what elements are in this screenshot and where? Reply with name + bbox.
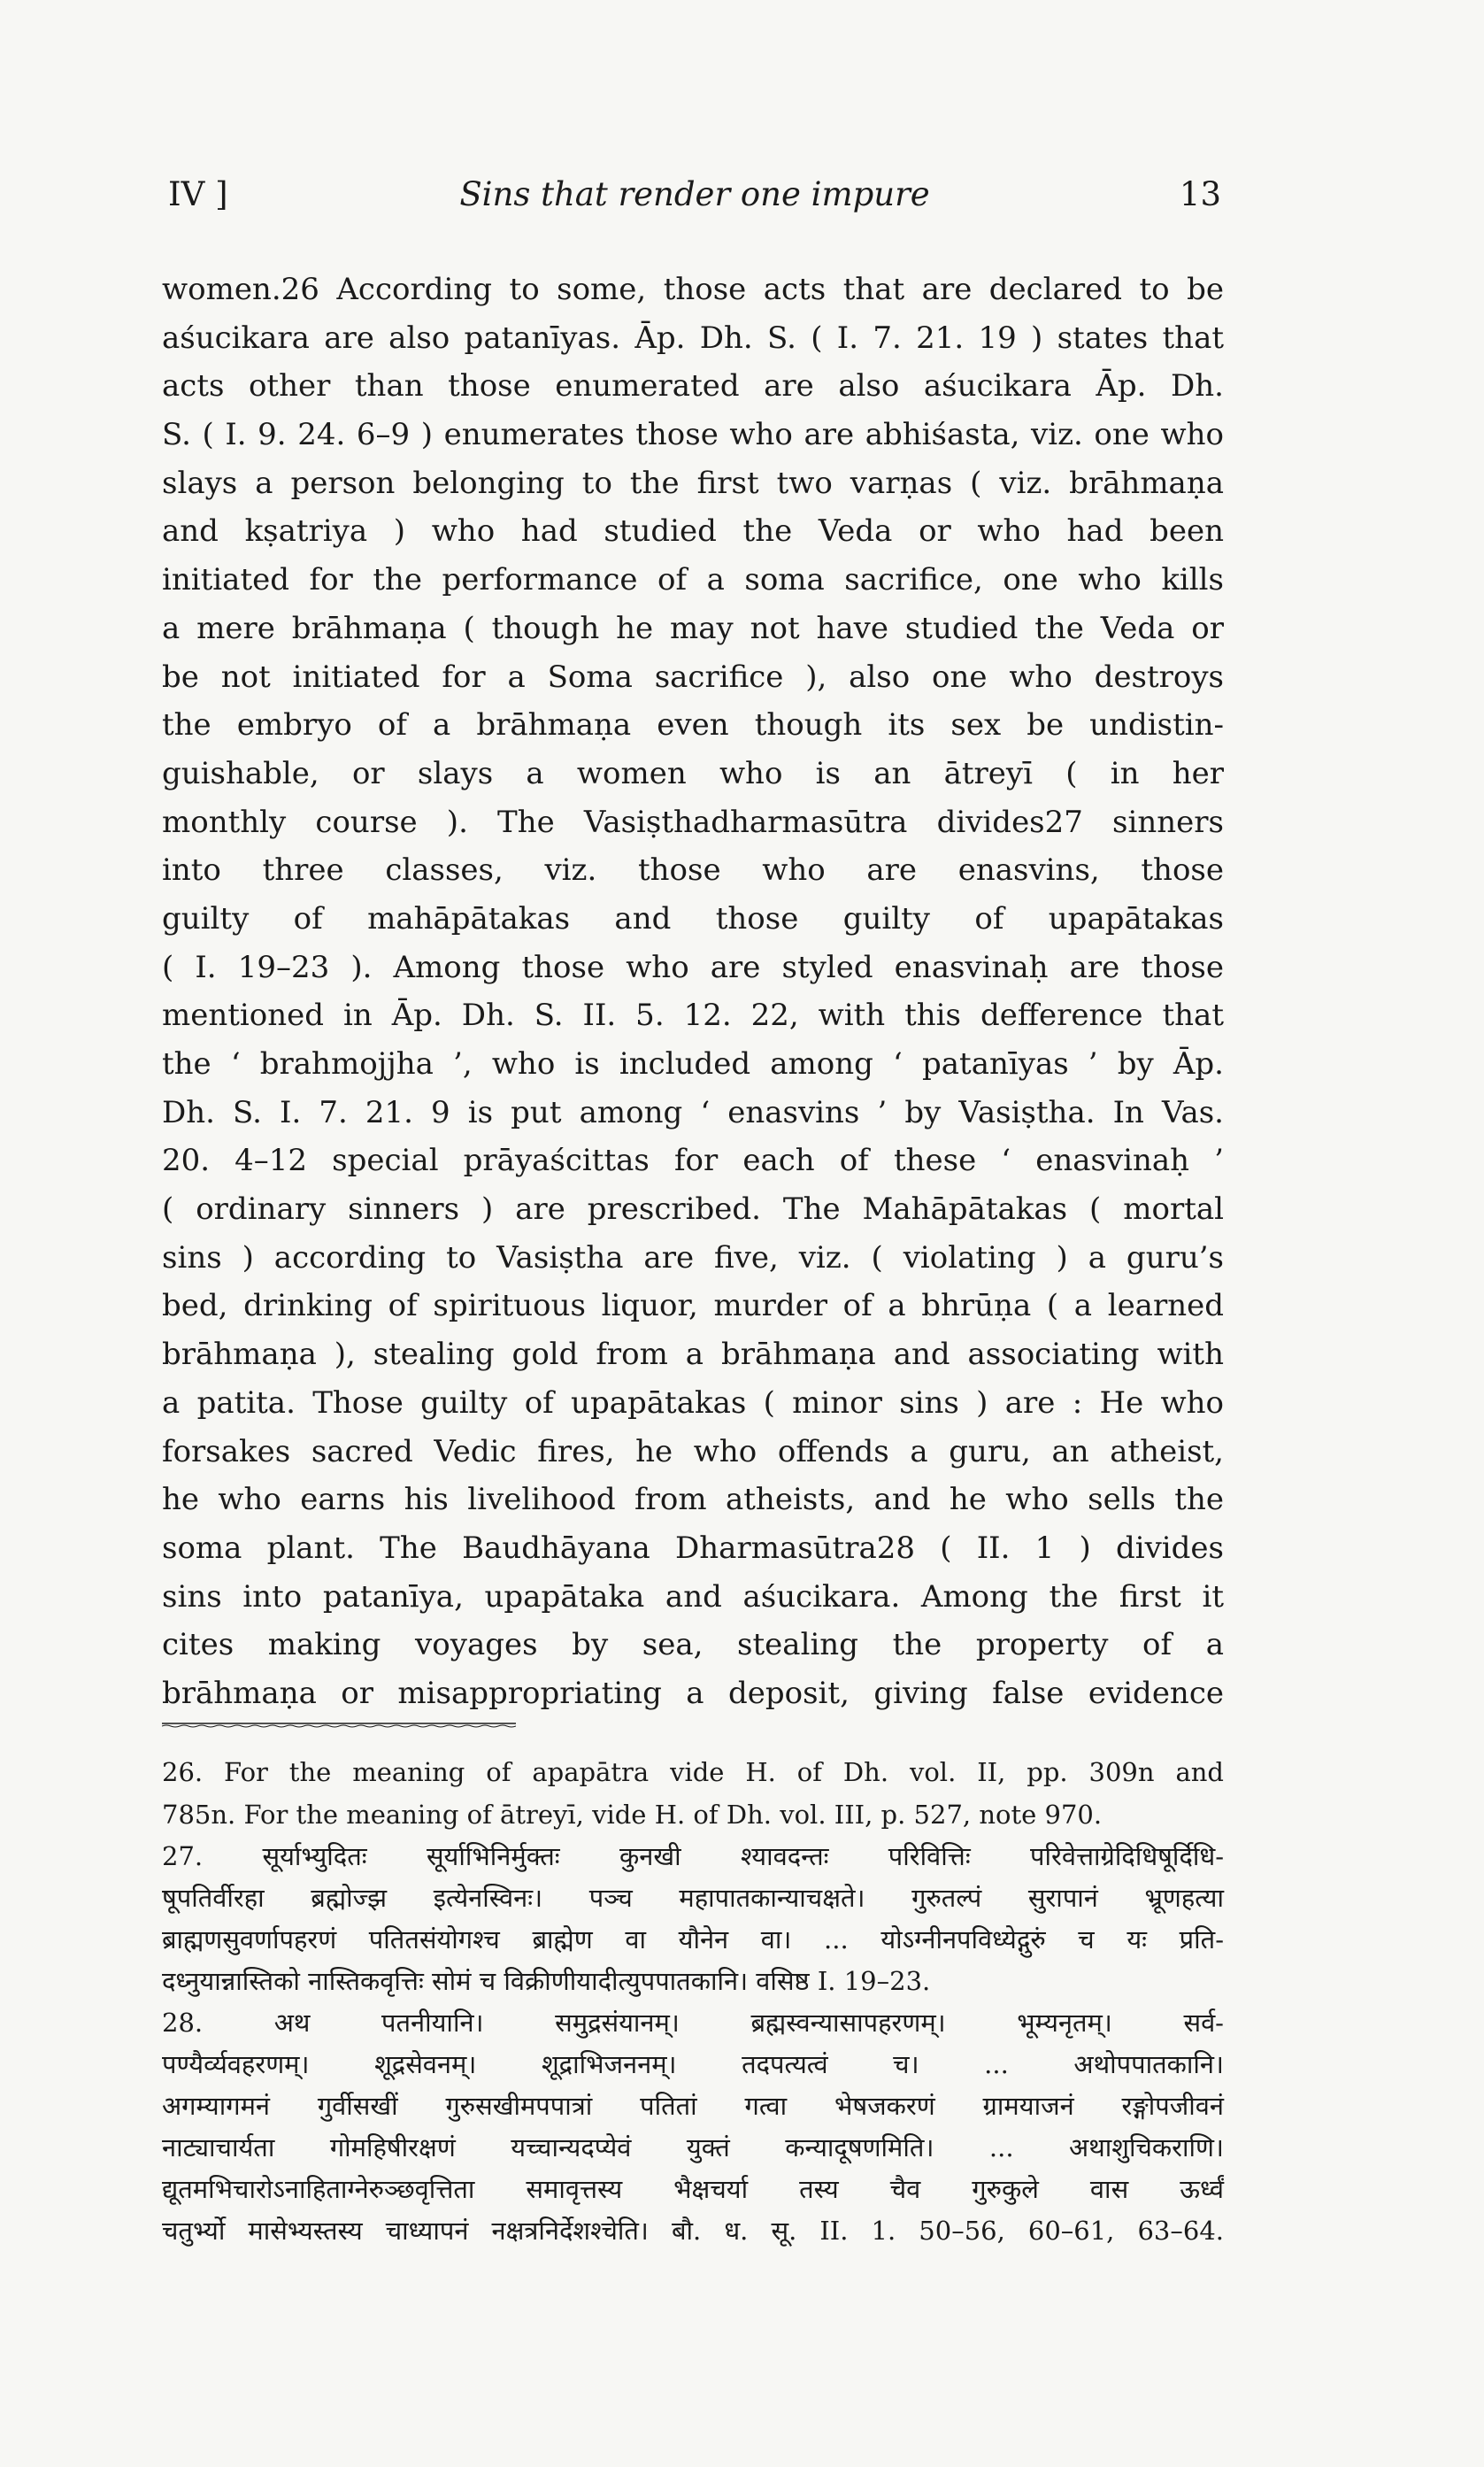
text-line: a patita. Those guilty of upapātakas ( minor sins ) are : He who xyxy=(162,1384,1224,1421)
text-line: forsakes sacred Vedic fires, he who offends a guru, an atheist, xyxy=(162,1433,1224,1469)
text-line: sins into patanīya, upapātaka and aśucikara. Among the first it xyxy=(162,1578,1224,1615)
footnote-27 xyxy=(162,1836,1224,2002)
footnote-line: 785n. For the meaning of ātreyī, vide H. of Dh. vol. III, p. 527, note 970. xyxy=(162,1800,1103,1830)
text-line: Dh. S. I. 7. 21. 9 is put among ‘ enasvins ’ by Vasiṣtha. In Vas. xyxy=(162,1094,1224,1130)
text-line: the embryo of a brāhmaṇa even though its sex be undistin- xyxy=(162,707,1224,744)
text-line: mentioned in Āp. Dh. S. II. 5. 12. 22, with this defference that xyxy=(162,998,1224,1034)
chapter-marker: IV ] xyxy=(168,175,228,213)
footnote-line: दध्नुयान्नास्तिको नास्तिकवृत्तिः सोमं च विक्रीणीयादीत्युपपातकानि। वसिष्ठ I. 19–23. xyxy=(162,1966,931,1996)
text-line: cites making voyages by sea, stealing the property of a xyxy=(162,1627,1224,1663)
text-line: ( I. 19–23 ). Among those who are styled enasvinaḥ are those xyxy=(162,949,1224,985)
footnote-line: ब्राह्मणसुवर्णापहरणं पतितसंयोगश्च ब्राह्मेण वा यौनेन वा। ... योऽग्नीनपविध्येद्गुरुं च यः प्रति- xyxy=(162,1924,1224,1954)
text-line: ( ordinary sinners ) are prescribed. The Mahāpātakas ( mortal xyxy=(162,1191,1224,1228)
text-line: a mere brāhmaṇa ( though he may not have studied the Veda or xyxy=(162,610,1224,646)
footnote-28 xyxy=(162,2002,1224,2252)
footnote-line: नाट्याचार्यता गोमहिषीरक्षणं यच्चान्यदप्येवं युक्तं कन्यादूषणमिति। ... अथाशुचिकराणि। xyxy=(162,2132,1224,2162)
text-line: brāhmaṇa or misappropriating a deposit, giving false evidence xyxy=(162,1675,1224,1711)
footnote-line: पण्यैर्व्यवहरणम्। शूद्रसेवनम्। शूद्राभिजननम्। तदपत्यत्वं च। ... अथोपपातकानि। xyxy=(162,2049,1224,2079)
text-line: brāhmaṇa ), stealing gold from a brāhmaṇa and associating with xyxy=(162,1337,1224,1373)
text-line: women.26 According to some, those acts that are declared to be xyxy=(162,272,1224,307)
footnote-line: चतुर्भ्यो मासेभ्यस्तस्य चाध्यापनं नक्षत्रनिर्देशश्चेति। बौ. ध. सू. II. 1. 50–56, 60–61, 63–64. xyxy=(162,2216,1224,2246)
text-line: sins ) according to Vasiṣtha are five, viz. ( violating ) a guru’s xyxy=(162,1239,1224,1276)
text-line: 20. 4–12 special prāyaścittas for each of these ‘ enasvinaḥ ’ xyxy=(162,1143,1224,1179)
text-line: S. ( I. 9. 24. 6–9 ) enumerates those who are abhiśasta, viz. one who xyxy=(162,417,1224,453)
text-line: initiated for the performance of a soma sacrifice, one who kills xyxy=(162,562,1224,598)
text-line: guishable, or slays a women who is an ātreyī ( in her xyxy=(162,755,1224,791)
footnote-line: अगम्यागमनं गुर्वीसखीं गुरुसखीमपपात्रां पतितां गत्वा भेषजकरणं ग्रामयाजनं रङ्गोपजीवनं xyxy=(162,2091,1224,2121)
running-head xyxy=(168,175,1221,220)
text-line: into three classes, viz. those who are enasvins, those xyxy=(162,852,1224,889)
footnote-line: 26. For the meaning of apapātra vide H. of Dh. vol. II, pp. 309n and xyxy=(162,1757,1224,1787)
text-line: aśucikara are also patanīyas. Āp. Dh. S. ( I. 7. 21. 19 ) states that xyxy=(162,320,1224,356)
text-line: be not initiated for a Soma sacrifice ), also one who destroys xyxy=(162,659,1224,695)
footnote-line: द्यूतमभिचारोऽनाहिताग्नेरुञ्छवृत्तिता समावृत्तस्य भैक्षचर्या तस्य चैव गुरुकुले वास ऊर्ध्वं xyxy=(162,2174,1224,2204)
text-line: soma plant. The Baudhāyana Dharmasūtra28 ( II. 1 ) divides xyxy=(162,1530,1224,1566)
text-line: bed, drinking of spirituous liquor, murder of a bhrūṇa ( a learned xyxy=(162,1288,1224,1324)
footnote-line: 28. अथ पतनीयानि। समुद्रसंयानम्। ब्रह्मस्वन्यासापहरणम्। भूम्यनृतम्। सर्व- xyxy=(162,2008,1224,2038)
text-line: monthly course ). The Vasiṣthadharmasūtra divides27 sinners xyxy=(162,804,1224,840)
page-number: 13 xyxy=(1179,175,1221,213)
footnote-26 xyxy=(162,1751,1224,1836)
text-line: guilty of mahāpātakas and those guilty of upapātakas xyxy=(162,900,1224,937)
text-line: he who earns his livelihood from atheists, and he who sells the xyxy=(162,1482,1224,1518)
footnote-rule xyxy=(162,1722,516,1729)
footnote-line: 27. सूर्याभ्युदितः सूर्याभिनिर्मुक्तः कुनखी श्यावदन्तः परिवित्तिः परिवेत्ताग्रेदिधिषूर्दिधि- xyxy=(162,1841,1224,1871)
footnotes xyxy=(162,1751,1224,2252)
main-text xyxy=(162,266,1224,1718)
text-line: the ‘ brahmojjha ’, who is included among ‘ patanīyas ’ by Āp. xyxy=(162,1046,1224,1082)
footnote-line: षूपतिर्वीरहा ब्रह्मोज्झ इत्येनस्विनः। पञ्च महापातकान्याचक्षते। गुरुतल्पं सुरापानं भ्रूणहत्या xyxy=(162,1883,1224,1913)
text-line: and kṣatriya ) who had studied the Veda or who had been xyxy=(162,513,1224,550)
running-title: Sins that render one impure xyxy=(459,175,930,213)
text-line: slays a person belonging to the first two varṇas ( viz. brāhmaṇa xyxy=(162,465,1224,501)
text-line: acts other than those enumerated are also aśucikara Āp. Dh. xyxy=(162,368,1224,405)
